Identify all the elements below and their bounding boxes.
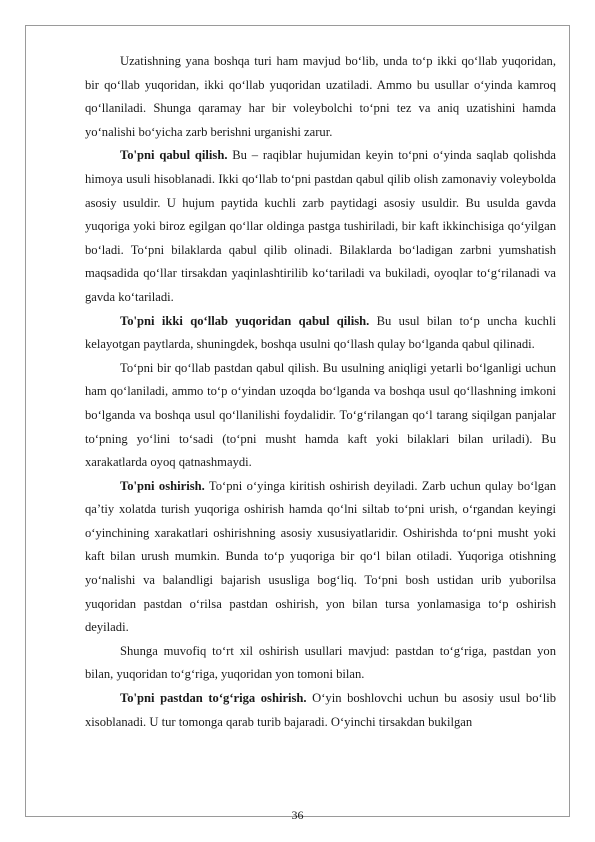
paragraph-heading: To'pni ikki qo‘llab yuqoridan qabul qilish. [120, 313, 370, 328]
paragraph [85, 640, 556, 687]
paragraph-text: To‘pni o‘yinga kiritish oshirish deyiladi. Zarb uchun qulay bo‘lgan qa’tiy xolatda turish yuqoriga oshirish hamda qo‘lni siltab to‘pni urish, o‘rgandan keyingi o‘yinchining xarakatlari oshirishning asosiy xususiyatlaridir. Oshirishda to‘pni musht yoki kaft bilan urush mumkin. Bunda to‘p yuqoriga bir qo‘l bilan otiladi. Yuqoriga otishning yo‘nalishi va balandligi bajarish ususliga bog‘liq. To‘pni bosh ustidan urib yuborilsa yuqoridan pastdan o‘rilsa pastdan oshirish, yon bilan tursa yonlamasiga to‘p oshirish deyiladi. [85, 478, 556, 635]
paragraph-heading: To'pni pastdan to‘g‘riga oshirish. [120, 691, 307, 706]
paragraph [85, 687, 556, 734]
page-number: 36 [291, 808, 304, 822]
paragraph [85, 310, 556, 357]
paragraph-text: Bu usul bilan to‘p uncha kuchli kelayotgan paytlarda, shuningdek, boshqa usulni qo‘llash qulay bo‘lganda qabul qilinadi. [85, 313, 556, 352]
paragraph-text: Bu – raqiblar hujumidan keyin to‘pni o‘yinda saqlab qolishda himoya usuli hisoblanadi. Ikki qo‘llab to‘pni pastdan qabul qilib olish zamonaviy voleybolda asosiy usuldir. U hujum paytida kuchli zarb paytidagi asosiy usuldir. Bu usulda gavda yuqoriga yoki biroz egilgan qo‘llar oldinga pastga tushiriladi, bir kaft ikkinchisiga qo‘yilgan bo‘ladi. To‘pni bilaklarda qabul qilib olinadi. Bilaklarda bo‘ladigan zarbni yumshatish maqsadida qo‘llar tirsakdan yaqinlashtirilib ko‘tariladi va bukiladi, oyoqlar to‘g‘rilanadi va gavda ko‘tariladi. [85, 148, 556, 304]
paragraph-text: To‘pni bir qo‘llab pastdan qabul qilish. Bu usulning aniqligi yetarli bo‘lganligi uchun ham qo‘laniladi, ammo to‘p o‘yindan uzoqda bo‘lganda va boshqa usul qo‘llashning imkoni bo‘lganda va boshqa usul qo‘llanilishi foydalidir. To‘g‘rilangan qo‘l tarang siqilgan panjalar to‘pning yo‘lini to‘sadi (to‘pni musht hamda kaft yoki bilaklari bilan uriladi). Bu xarakatlarda oyoq qatnashmaydi. [85, 360, 556, 470]
paragraph-text: O‘yin boshlovchi uchun bu asosiy usul bo‘lib xisoblanadi. U tur tomonga qarab turib bajaradi. O‘yinchi tirsakdan bukilgan [85, 691, 556, 729]
document-body [85, 50, 556, 734]
paragraph-heading: To'pni qabul qilish. [120, 148, 228, 163]
paragraph [85, 144, 556, 309]
paragraph-text: Uzatishning yana boshqa turi ham mavjud bo‘lib, unda to‘p ikki qo‘llab yuqoridan, bir qo‘llab yuqoridan, ikki qo‘llab yuqoridan uzatiladi. Ammo bu usullar o‘yinda kamroq qo‘llaniladi. Shunga qaramay har bir voleybolchi to‘pni tez va aniq uzatishini hamda yo‘nalishi bo‘yicha zarb berishni urganishi zarur. [85, 54, 556, 139]
paragraph-heading: To'pni oshirish. [120, 478, 205, 493]
paragraph-text: Shunga muvofiq to‘rt xil oshirish usullari mavjud: pastdan to‘g‘riga, pastdan yon bilan, yuqoridan to‘g‘riga, yuqoridan yon tomoni bilan. [85, 643, 556, 682]
paragraph [85, 50, 556, 144]
paragraph [85, 475, 556, 640]
paragraph [85, 357, 556, 475]
